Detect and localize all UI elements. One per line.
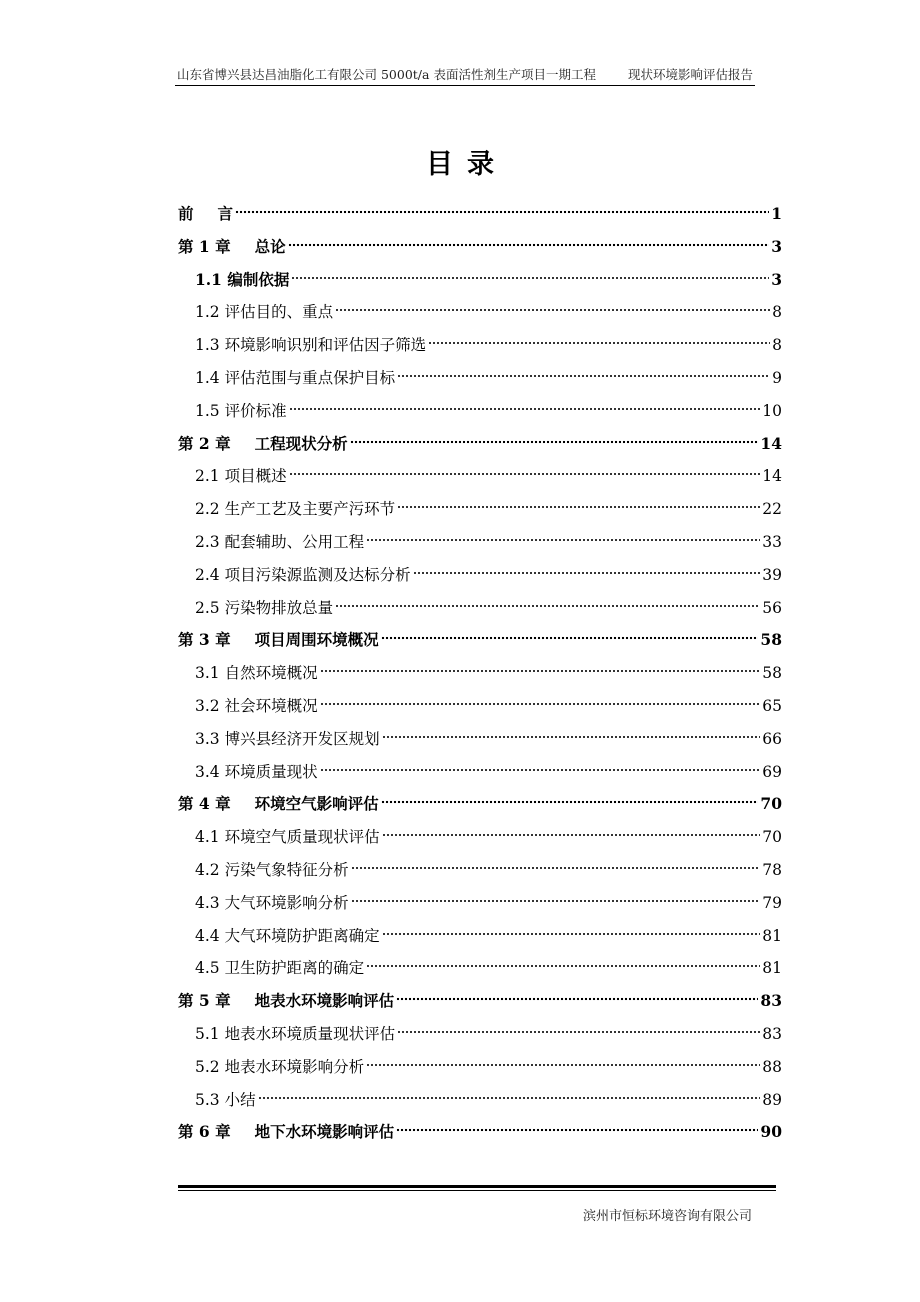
footer-rule-thin bbox=[178, 1190, 776, 1191]
toc-entry-title: 1.5 评价标准 bbox=[195, 401, 287, 420]
toc-section-entry[interactable] bbox=[178, 559, 782, 592]
toc-chapter-entry[interactable] bbox=[178, 985, 782, 1018]
toc-dot-leader bbox=[258, 1095, 761, 1101]
toc-dot-leader bbox=[288, 242, 770, 248]
toc-entry-title: 3.1 自然环境概况 bbox=[195, 664, 318, 683]
toc-section-entry[interactable] bbox=[178, 821, 782, 854]
header-project-title: 山东省博兴县达昌油脂化工有限公司 5000t/a 表面活性剂生产项目一期工程 bbox=[177, 67, 596, 82]
toc-page-number: 3 bbox=[771, 236, 782, 256]
toc-section-entry[interactable] bbox=[178, 264, 782, 297]
toc-page-number: 58 bbox=[760, 630, 782, 650]
toc-dot-leader bbox=[335, 603, 760, 609]
toc-entry-title: 2.2 生产工艺及主要产污环节 bbox=[195, 500, 396, 519]
toc-entry-label bbox=[195, 887, 349, 920]
toc-chapter-entry[interactable] bbox=[178, 788, 782, 821]
toc-entry-label bbox=[195, 296, 333, 329]
toc-section-entry[interactable] bbox=[178, 362, 782, 395]
toc-entry-title: 2.1 项目概述 bbox=[195, 467, 287, 486]
page-title: 目录 bbox=[426, 149, 508, 180]
toc-dot-leader bbox=[351, 898, 761, 904]
toc-entry-prefix: 第 6 章 bbox=[178, 1122, 231, 1142]
toc-entry-title: 地表水环境影响评估 bbox=[254, 991, 395, 1011]
toc-dot-leader bbox=[335, 307, 770, 313]
toc-entry-label bbox=[195, 526, 364, 559]
toc-dot-leader bbox=[382, 832, 761, 838]
table-of-contents bbox=[178, 198, 782, 1149]
toc-page-number: 83 bbox=[762, 1024, 782, 1043]
header-rule bbox=[175, 85, 755, 86]
toc-page-number: 14 bbox=[762, 467, 782, 486]
toc-section-entry[interactable] bbox=[178, 296, 782, 329]
toc-dot-leader bbox=[382, 734, 761, 740]
toc-entry-title: 4.5 卫生防护距离的确定 bbox=[195, 959, 365, 978]
toc-section-entry[interactable] bbox=[178, 690, 782, 723]
toc-entry-label bbox=[195, 460, 287, 493]
toc-page-number: 70 bbox=[762, 828, 782, 847]
toc-entry-label bbox=[195, 1084, 256, 1117]
toc-entry-title: 2.5 污染物排放总量 bbox=[195, 598, 334, 617]
toc-dot-leader bbox=[381, 635, 759, 641]
toc-entry-label bbox=[195, 493, 395, 526]
header-report-title: 现状环境影响评估报告 bbox=[627, 67, 753, 82]
toc-entry-prefix: 前 bbox=[178, 204, 194, 223]
toc-entry-label bbox=[195, 329, 426, 362]
toc-entry-label bbox=[178, 788, 379, 821]
toc-entry-title: 3.3 博兴县经济开发区规划 bbox=[195, 729, 380, 748]
toc-entry-label bbox=[178, 198, 233, 231]
toc-page-number: 14 bbox=[760, 433, 782, 453]
toc-entry-title: 工程现状分析 bbox=[254, 433, 348, 453]
toc-page-number: 1 bbox=[771, 204, 782, 223]
toc-dot-leader bbox=[382, 931, 761, 937]
toc-entry-label bbox=[195, 395, 287, 428]
toc-entry-title: 4.2 污染气象特征分析 bbox=[195, 860, 349, 879]
toc-entry-title: 总论 bbox=[254, 236, 286, 256]
footer-company-name: 滨州市恒标环境咨询有限公司 bbox=[582, 1209, 752, 1224]
toc-section-entry[interactable] bbox=[178, 952, 782, 985]
toc-section-entry[interactable] bbox=[178, 920, 782, 953]
toc-section-entry[interactable] bbox=[178, 1084, 782, 1117]
toc-entry-label bbox=[178, 1116, 394, 1149]
toc-page-number: 70 bbox=[760, 794, 782, 814]
toc-entry-title: 1.3 环境影响识别和评估因子筛选 bbox=[195, 336, 427, 355]
toc-page-number: 69 bbox=[762, 762, 782, 781]
toc-dot-leader bbox=[351, 865, 761, 871]
toc-entry-title: 2.3 配套辅助、公用工程 bbox=[195, 532, 365, 551]
toc-page-number: 22 bbox=[762, 500, 782, 519]
toc-page-number: 66 bbox=[762, 729, 782, 748]
toc-section-entry[interactable] bbox=[178, 887, 782, 920]
toc-entry-title: 5.1 地表水环境质量现状评估 bbox=[195, 1024, 396, 1043]
toc-dot-leader bbox=[320, 767, 761, 773]
toc-entry-title: 1.2 评估目的、重点 bbox=[195, 303, 334, 322]
toc-page-number: 8 bbox=[772, 303, 782, 322]
toc-dot-leader bbox=[396, 1127, 758, 1133]
toc-dot-leader bbox=[366, 1062, 760, 1068]
toc-entry-title: 1.4 评估范围与重点保护目标 bbox=[195, 368, 396, 387]
toc-entry-label bbox=[195, 952, 364, 985]
toc-entry-label bbox=[195, 1051, 364, 1084]
toc-entry-label bbox=[195, 362, 395, 395]
toc-page-number: 39 bbox=[762, 565, 782, 584]
toc-page-number: 58 bbox=[762, 664, 782, 683]
toc-section-entry[interactable] bbox=[178, 395, 782, 428]
toc-entry-title: 1.1 编制依据 bbox=[195, 269, 290, 289]
toc-entry-title: 4.3 大气环境影响分析 bbox=[195, 893, 349, 912]
toc-entry-title: 3.2 社会环境概况 bbox=[195, 696, 318, 715]
toc-entry-label bbox=[178, 624, 379, 657]
toc-entry-label bbox=[195, 723, 380, 756]
toc-entry-prefix: 第 1 章 bbox=[178, 236, 231, 256]
toc-page-number: 79 bbox=[762, 893, 782, 912]
toc-page-number: 81 bbox=[762, 926, 782, 945]
toc-chapter-entry[interactable] bbox=[178, 198, 782, 231]
toc-section-entry[interactable] bbox=[178, 1051, 782, 1084]
toc-entry-label bbox=[195, 657, 318, 690]
toc-dot-leader bbox=[320, 668, 761, 674]
toc-dot-leader bbox=[397, 373, 770, 379]
toc-entry-prefix: 第 2 章 bbox=[178, 433, 231, 453]
toc-page-number: 33 bbox=[762, 532, 782, 551]
toc-section-entry[interactable] bbox=[178, 723, 782, 756]
toc-dot-leader bbox=[350, 439, 759, 445]
toc-entry-title: 2.4 项目污染源监测及达标分析 bbox=[195, 565, 411, 584]
toc-page-number: 78 bbox=[762, 860, 782, 879]
toc-entry-label bbox=[195, 854, 349, 887]
toc-chapter-entry[interactable] bbox=[178, 1116, 782, 1149]
toc-section-entry[interactable] bbox=[178, 526, 782, 559]
toc-page-number: 88 bbox=[762, 1057, 782, 1076]
toc-entry-label bbox=[195, 920, 380, 953]
toc-dot-leader bbox=[289, 406, 761, 412]
toc-entry-prefix: 第 3 章 bbox=[178, 630, 231, 650]
toc-entry-title: 环境空气影响评估 bbox=[254, 794, 379, 814]
toc-entry-label bbox=[195, 821, 380, 854]
toc-dot-leader bbox=[291, 275, 769, 281]
toc-section-entry[interactable] bbox=[178, 854, 782, 887]
toc-dot-leader bbox=[381, 799, 759, 805]
toc-dot-leader bbox=[366, 537, 760, 543]
running-header bbox=[175, 66, 755, 84]
toc-dot-leader bbox=[289, 471, 761, 477]
toc-chapter-entry[interactable] bbox=[178, 624, 782, 657]
toc-page-number: 89 bbox=[762, 1090, 782, 1109]
toc-dot-leader bbox=[397, 504, 760, 510]
toc-section-entry[interactable] bbox=[178, 756, 782, 789]
toc-entry-title: 4.1 环境空气质量现状评估 bbox=[195, 828, 380, 847]
toc-entry-label bbox=[195, 756, 318, 789]
toc-page-number: 3 bbox=[771, 269, 782, 289]
toc-entry-label bbox=[195, 559, 411, 592]
toc-page-number: 8 bbox=[772, 336, 782, 355]
toc-section-entry[interactable] bbox=[178, 657, 782, 690]
toc-dot-leader bbox=[366, 963, 760, 969]
toc-entry-title: 5.3 小结 bbox=[195, 1090, 256, 1109]
toc-dot-leader bbox=[413, 570, 761, 576]
toc-entry-prefix: 第 5 章 bbox=[178, 991, 231, 1011]
toc-entry-label bbox=[195, 690, 318, 723]
toc-entry-label bbox=[178, 231, 286, 264]
toc-entry-label bbox=[195, 1018, 395, 1051]
toc-entry-label bbox=[195, 592, 333, 625]
toc-chapter-entry[interactable] bbox=[178, 428, 782, 461]
toc-entry-title: 地下水环境影响评估 bbox=[254, 1122, 395, 1142]
toc-page-number: 65 bbox=[762, 696, 782, 715]
toc-dot-leader bbox=[396, 996, 758, 1002]
toc-dot-leader bbox=[320, 701, 761, 707]
footer-rule-thick bbox=[178, 1185, 776, 1188]
toc-entry-title: 3.4 环境质量现状 bbox=[195, 762, 318, 781]
toc-section-entry[interactable] bbox=[178, 460, 782, 493]
toc-page-number: 83 bbox=[760, 991, 782, 1011]
toc-entry-prefix: 第 4 章 bbox=[178, 794, 231, 814]
toc-entry-label bbox=[178, 428, 348, 461]
toc-page-number: 56 bbox=[762, 598, 782, 617]
toc-dot-leader bbox=[428, 340, 770, 346]
toc-chapter-entry[interactable] bbox=[178, 231, 782, 264]
toc-section-entry[interactable] bbox=[178, 1018, 782, 1051]
toc-entry-label bbox=[195, 264, 289, 297]
toc-entry-title: 言 bbox=[217, 204, 234, 223]
toc-entry-title: 项目周围环境概况 bbox=[254, 630, 379, 650]
toc-entry-title: 5.2 地表水环境影响分析 bbox=[195, 1057, 365, 1076]
toc-page-number: 9 bbox=[772, 368, 782, 387]
toc-section-entry[interactable] bbox=[178, 493, 782, 526]
toc-dot-leader bbox=[397, 1029, 760, 1035]
toc-page-number: 90 bbox=[760, 1122, 782, 1142]
toc-section-entry[interactable] bbox=[178, 329, 782, 362]
toc-page-number: 81 bbox=[762, 959, 782, 978]
toc-entry-title: 4.4 大气环境防护距离确定 bbox=[195, 926, 380, 945]
toc-entry-label bbox=[178, 985, 394, 1018]
toc-dot-leader bbox=[235, 209, 769, 215]
toc-section-entry[interactable] bbox=[178, 592, 782, 625]
toc-page-number: 10 bbox=[762, 401, 782, 420]
